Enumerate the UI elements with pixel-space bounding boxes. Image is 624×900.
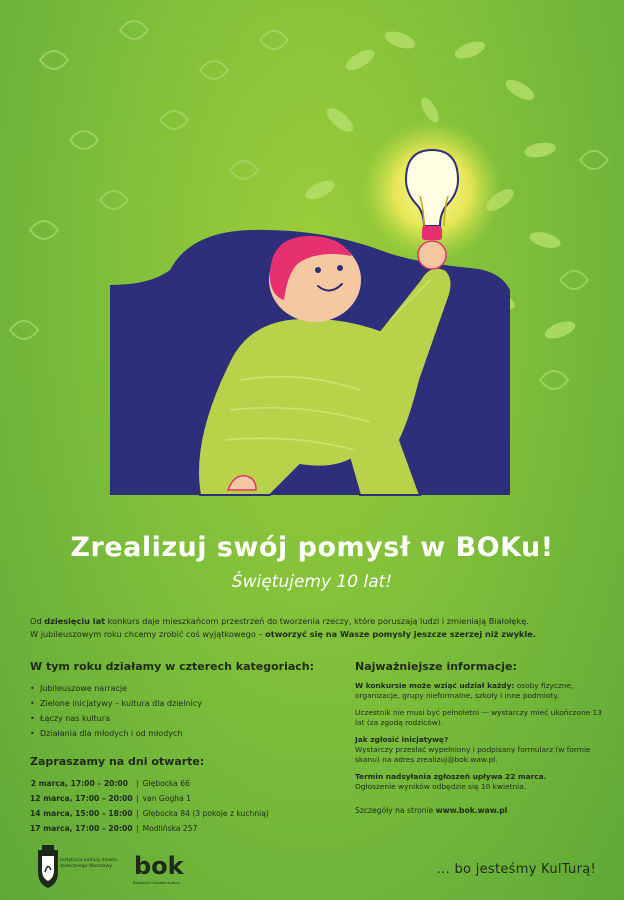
website-line: Szczegóły na stronie www.bok.waw.pl — [355, 806, 508, 815]
info-heading: Najważniejsze informacje: — [355, 660, 517, 673]
categories-list — [30, 681, 330, 741]
info-paragraph: Jak zgłosić inicjatywę? Wystarczy przesłać wypełniony i podpisany formularz (w formie skanu) na adres zrealizuj@bok.waw.pl. — [355, 735, 591, 764]
website-link[interactable]: www.bok.waw.pl — [435, 806, 508, 815]
bok-logo — [134, 852, 185, 880]
info-paragraph: Uczestnik nie musi być pełnoletni — wystarczy mieć ukończone 13 lat (za zgodą rodziców). — [355, 708, 602, 727]
left-column — [30, 660, 330, 836]
date-row: 12 marca, 17:00 – 20:00 | van Gogha 1 — [30, 794, 191, 803]
bok-subtitle: Białołęcki Ośrodek Kultury — [133, 881, 181, 885]
page-subtitle: Świętujemy 10 lat! — [231, 572, 393, 592]
list-item: • Jubileuszowe narracje — [30, 681, 330, 696]
right-column — [355, 660, 605, 815]
warsaw-crest-icon — [38, 845, 58, 888]
intro-text: Od dziesięciu lat konkurs daje mieszkańcom przestrzeń do tworzenia rzeczy, które poruszają ludzi i zmieniają Białołękę. W jubileuszowym roku chcemy zrobić coś wyjątkowego – otworzyć się na Wasze pomysły jeszcze szerzej niż zwykle. — [30, 616, 536, 639]
date-row: 2 marca, 17:00 – 20:00 | Głębocka 66 — [30, 779, 190, 788]
list-item: • Zielone inicjatywy – kultura dla dzielnicy — [30, 696, 330, 711]
info-paragraph: Termin nadsyłania zgłoszeń upływa 22 marca. Ogłoszenie wyników odbędzie się 10 kwietnia. — [355, 772, 547, 791]
institution-text: Instytucja kultury miasta stołecznego Warszawy — [60, 858, 118, 869]
svg-text:bok: bok — [134, 852, 184, 880]
date-row: 17 marca, 17:00 – 20:00 | Modlińska 257 — [30, 824, 198, 833]
open-days-list — [30, 776, 330, 836]
open-days-heading: Zapraszamy na dni otwarte: — [30, 755, 205, 768]
date-row: 14 marca, 15:00 – 18:00 | Głębocka 84 (3 pokoje z kuchnią) — [30, 809, 269, 818]
categories-heading: W tym roku działamy w czterech kategoriach: — [30, 660, 315, 673]
slogan: ... bo jesteśmy KulTurą! — [436, 862, 596, 877]
hand — [418, 241, 446, 269]
list-item: • Łączy nas kultura — [30, 711, 330, 726]
page-title: Zrealizuj swój pomysł w BOKu! — [70, 532, 554, 563]
list-item: • Działania dla młodych i od młodych — [30, 726, 330, 741]
info-paragraph: W konkursie może wziąć udział każdy: osoby fizyczne, organizacje, grupy nieformalne, szkoły i inne podmioty. — [355, 681, 574, 700]
